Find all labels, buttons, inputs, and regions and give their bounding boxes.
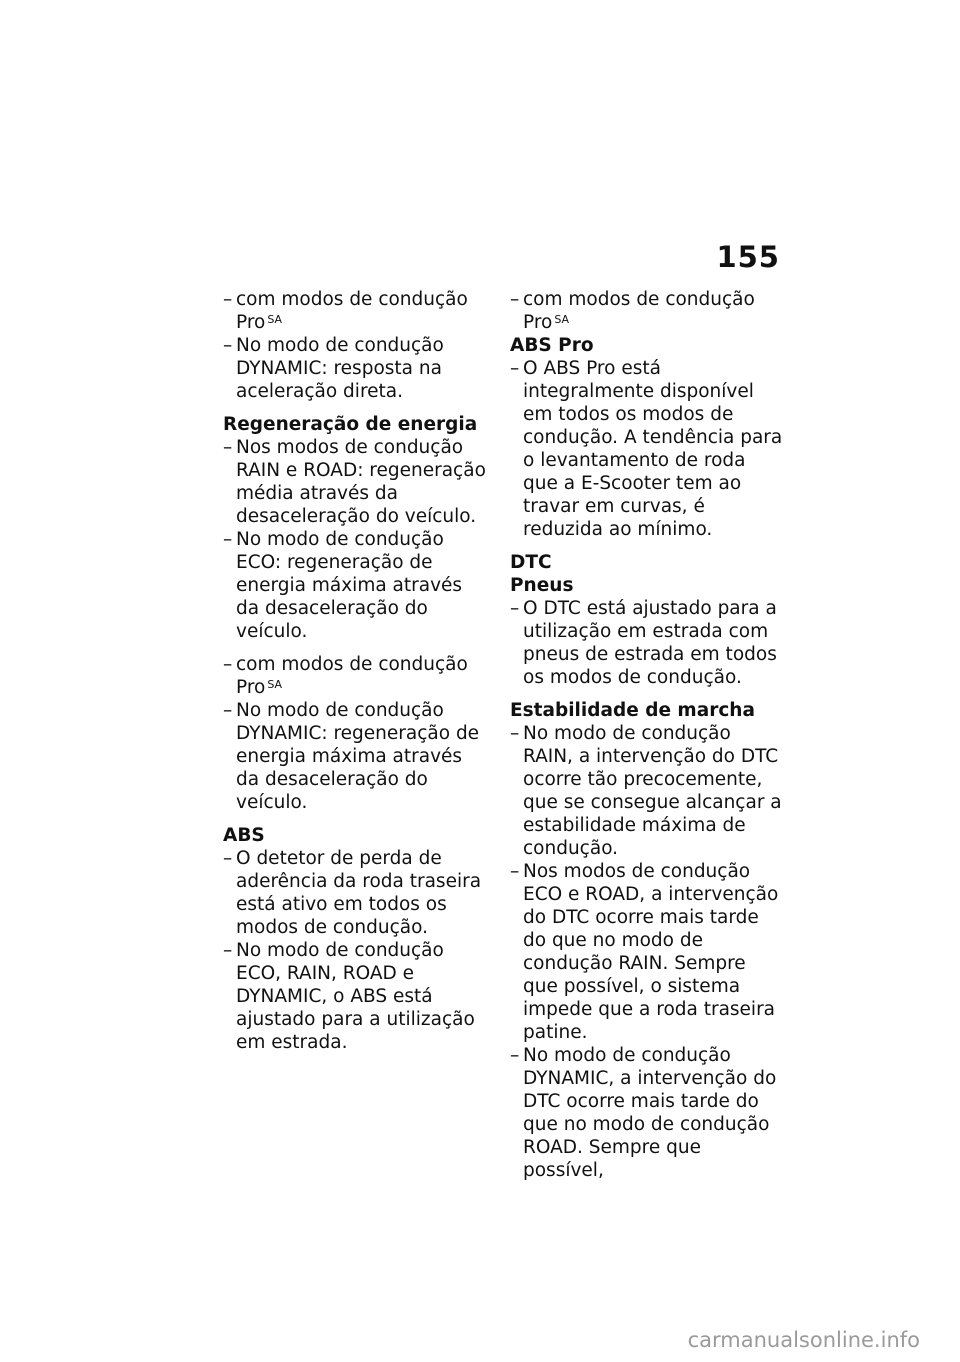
list-dash: – [510, 1045, 520, 1066]
list-item [223, 334, 488, 403]
section-heading: ABS [223, 825, 265, 846]
list-item-text: No modo de condução RAIN, a intervenção do DTC ocorre tão precocemente, que se consegue alcançar a estabilidade máxima de condução. [523, 723, 782, 859]
list-dash: – [223, 940, 233, 961]
right-column [510, 288, 785, 1182]
superscript-label: SA [554, 313, 570, 326]
list-dash: – [223, 848, 233, 869]
list-dash: – [510, 358, 520, 379]
list-item-text: com modos de condução Pro [236, 289, 468, 333]
section-heading: Regeneração de energia [223, 414, 478, 435]
list-dash: – [223, 437, 233, 458]
list-dash: – [510, 289, 520, 310]
list-dash: – [510, 598, 520, 619]
list-item [510, 288, 785, 334]
list-dash: – [223, 289, 233, 310]
list-item [223, 528, 488, 643]
section-heading: Pneus [510, 575, 574, 596]
list-item [510, 357, 785, 541]
list-item [223, 288, 488, 334]
list-item [510, 860, 785, 1044]
list-item-text: Nos modos de condução ECO e ROAD, a intervenção do DTC ocorre mais tarde do que no modo de condução RAIN. Sempre que possível, o sistema impede que a roda traseira patine. [523, 861, 779, 1043]
list-dash: – [223, 700, 233, 721]
list-item-text: O detetor de perda de aderência da roda traseira está ativo em todos os modos de condução. [236, 848, 482, 938]
list-item-text: O DTC está ajustado para a utilização em estrada com pneus de estrada em todos os modos de condução. [523, 598, 777, 688]
list-dash: – [510, 861, 520, 882]
list-dash: – [223, 654, 233, 675]
list-item-text: Nos modos de condução RAIN e ROAD: regeneração média através da desaceleração do veículo. [236, 437, 486, 527]
list-item-text: No modo de condução ECO, RAIN, ROAD e DYNAMIC, o ABS está ajustado para a utilização em estrada. [236, 940, 475, 1053]
list-item [223, 436, 488, 528]
page-number: 155 [716, 240, 780, 274]
left-column [223, 288, 488, 1054]
list-dash: – [223, 335, 233, 356]
list-item-text: O ABS Pro está integralmente disponível em todos os modos de condução. A tendência para o levantamento de roda que a E-Scooter tem ao travar em curvas, é reduzida ao mínimo. [523, 358, 783, 540]
list-item-text: No modo de condução ECO: regeneração de energia máxima através da desaceleração do veículo. [236, 529, 463, 642]
superscript-label: SA [267, 678, 283, 691]
list-item [223, 847, 488, 939]
list-item [510, 1044, 785, 1182]
list-item-text: com modos de condução Pro [523, 289, 755, 333]
list-item-text: No modo de condução DYNAMIC, a intervenção do DTC ocorre mais tarde do que no modo de condução ROAD. Sempre que possível, [523, 1045, 777, 1181]
list-dash: – [223, 529, 233, 550]
section-heading: DTC [510, 552, 552, 573]
watermark: carmanualsonline.info [687, 1328, 920, 1352]
section-heading: ABS Pro [510, 335, 594, 356]
list-dash: – [510, 723, 520, 744]
superscript-label: SA [267, 313, 283, 326]
section-heading: Estabilidade de marcha [510, 700, 755, 721]
list-item [223, 699, 488, 814]
list-item-text: No modo de condução DYNAMIC: resposta na aceleração direta. [236, 335, 444, 402]
list-item [510, 597, 785, 689]
list-item [223, 653, 488, 699]
list-item [510, 722, 785, 860]
list-item-text: com modos de condução Pro [236, 654, 468, 698]
list-item [223, 939, 488, 1054]
list-item-text: No modo de condução DYNAMIC: regeneração de energia máxima através da desaceleração do veículo. [236, 700, 480, 813]
